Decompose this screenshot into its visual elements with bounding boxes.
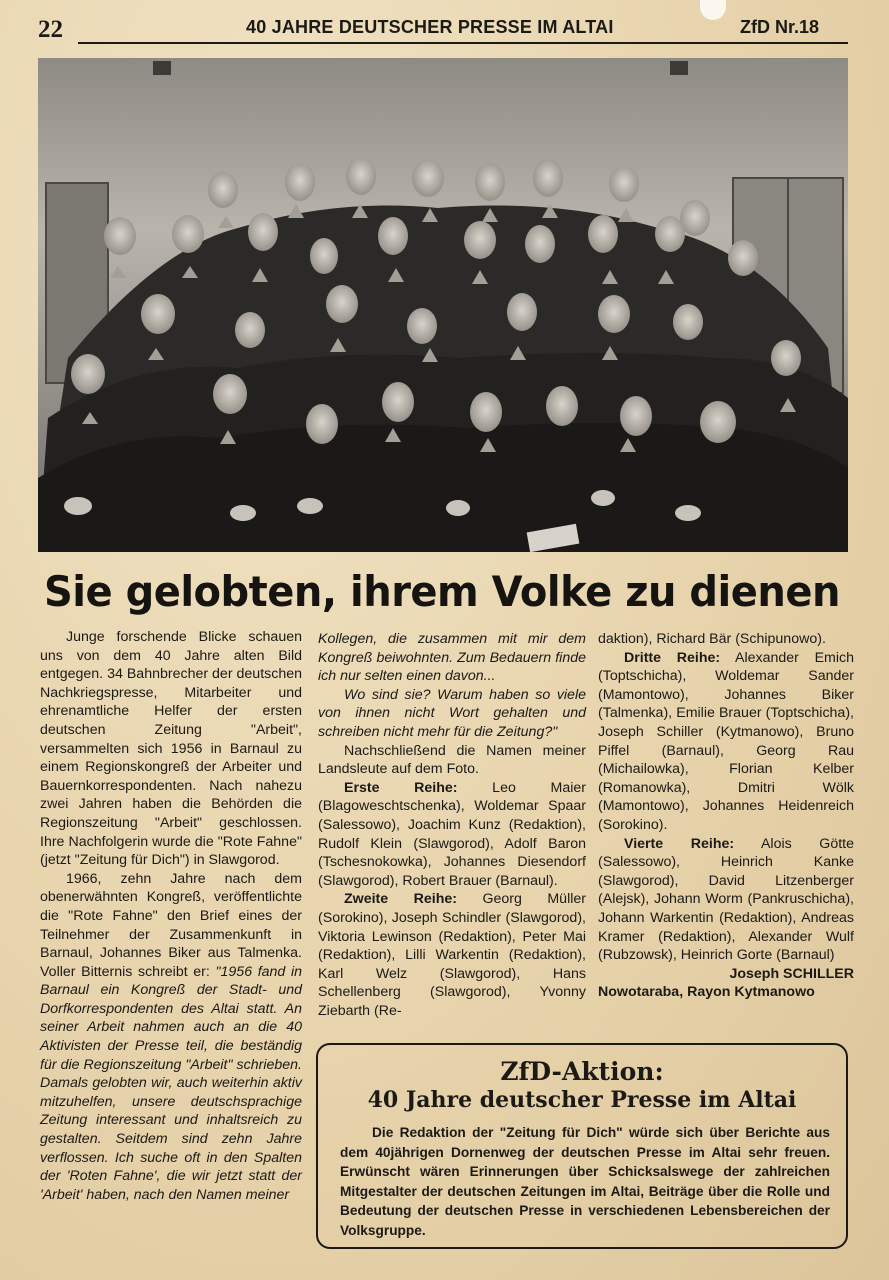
article-column-2 bbox=[318, 630, 586, 1020]
paragraph-intro: Junge forschende Blicke schauen uns von dem 40 Jahre alten Bild entgegen. 34 Bahnbrecher der deutschen Nachkriegspresse, Mitarbeiter und ehrenamtliche Helfer der ersten deutschen Zeitung "Arbeit", versammelten sich 1956 in Barnaul zu einem Regionskongreß der Arbeiter und Bauernkorrespondenten. Nach nahezu zwei Jahren haben die Behörden die Regionszeitung "Arbeit" geschlossen. Ihre Nachfolgerin wurde die "Rote Fahne" (jetzt "Zeitung für Dich") in Slawgorod. bbox=[40, 629, 302, 869]
running-header-title: 40 JAHRE DEUTSCHER PRESSE IM ALTAI bbox=[246, 17, 614, 37]
row-1-label: Erste Reihe: bbox=[344, 779, 458, 796]
row-2-names bbox=[318, 890, 586, 1020]
letter-quote: "1956 fand in Barnaul ein Kongreß der Stadt- und Dorfkorrespondenten des Altai statt. An seiner Arbeit nahmen auch an die 40 Aktivisten der Presse teil, die beständig für die Regionszeitung "Arbeit" schrieben. Damals gelobten wir, auch weiterhin aktiv mitzuhelfen, unsere deutschsprachige Zeitung interessant und inhaltsreich zu gestalten. Seitdem sind zehn Jahre verflossen. Ich suche oft in den Spalten der 'Roten Fahne', die wir jetzt statt der 'Arbeit' haben, nach den Namen meiner bbox=[40, 963, 302, 1203]
author-name: Joseph SCHILLER bbox=[729, 965, 854, 982]
zfd-action-box bbox=[316, 1043, 848, 1249]
row-3-names bbox=[598, 649, 854, 835]
action-box-subtitle: 40 Jahre deutscher Presse im Altai bbox=[367, 1087, 797, 1113]
author-place: Nowotaraba, Rayon Kytmanowo bbox=[598, 984, 815, 1001]
article-column-3 bbox=[598, 630, 854, 1002]
row-1-list: Leo Maier (Blagoweschtschenka), Woldemar Spaar (Salessowo), Joachim Kunz (Redaktion), Rudolf Klein (Slawgorod), Adolf Baron (Tschesnokowka), Johannes Diesendorf (Slawgorod), Robert Brauer (Barnaul). bbox=[318, 779, 586, 889]
letter-lead-text: 1966, zehn Jahre nach dem obenerwähnten Kongreß, veröffentlichte die "Rote Fahne" den Brief eines der Teilnehmer der Zusammenkunft in Barnaul, Johannes Biker aus Talmenka. Voller Bitternis schreibt er: bbox=[40, 870, 302, 980]
letter-quote-question: Wo sind sie? Warum haben so viele von ihnen nicht Wort gehalten und schreiben nicht mehr für die Zeitung?" bbox=[318, 686, 586, 740]
row-1-names bbox=[318, 779, 586, 891]
row-2-continued: daktion), Richard Bär (Schipunowo). bbox=[598, 631, 826, 647]
paragraph-letter bbox=[40, 870, 302, 1205]
group-photo bbox=[38, 58, 848, 552]
row-4-label: Vierte Reihe: bbox=[624, 835, 735, 852]
action-box-title: ZfD-Aktion: bbox=[500, 1057, 664, 1086]
article-column-1 bbox=[40, 628, 302, 1204]
header-rule bbox=[78, 42, 848, 44]
action-box-body: Die Redaktion der "Zeitung für Dich" würde sich über Berichte aus dem 40jährigen Dornenweg der deutschen Presse im Altai sehr freuen. Erwünscht wären Erinnerungen über Schicksalswege der zahlreichen Mitgestalter der deutschen Zeitungen im Altai, Beiträge über die Rolle und Bedeutung der deutschen Presse in verschiedenen Lebensbereichen der Volksgruppe. bbox=[340, 1125, 830, 1238]
article-headline: Sie gelobten, ihrem Volke zu dienen bbox=[44, 568, 840, 617]
row-2-label: Zweite Reihe: bbox=[344, 891, 457, 908]
row-3-label: Dritte Reihe: bbox=[624, 649, 721, 666]
punch-hole bbox=[700, 0, 726, 20]
row-2-list: Georg Müller (Sorokino), Joseph Schindler (Slawgorod), Viktoria Lewinson (Redaktion), Peter Mai (Redaktion), Lilli Warkentin (Redaktion), Karl Welz (Slawgorod), Hans Schellenberg (Slawgorod), Yvonny Ziebarth (Re- bbox=[318, 891, 586, 1019]
row-4-list: Alois Götte (Salessowo), Heinrich Kanke (Slawgorod), David Litzenberger (Alejsk), Johann Worm (Pankruschicha), Johann Warkentin (Redaktion), Andreas Kramer (Redaktion), Alexander Wulf (Rubzowsk), Heinrich Gorte (Barnaul) bbox=[598, 835, 854, 964]
page-number: 22 bbox=[38, 16, 63, 43]
issue-number: ZfD Nr.18 bbox=[740, 17, 820, 37]
names-intro: Nachschließend die Namen meiner Landsleute auf dem Foto. bbox=[318, 742, 586, 778]
letter-quote-continued: Kollegen, die zusammen mit mir dem Kongreß beiwohnten. Zum Bedauern finde ich nur selten einen davon... bbox=[318, 631, 586, 685]
row-3-list: Alexander Emich (Toptschicha), Woldemar Sander (Mamontowo), Johannes Biker (Talmenka), Emilie Brauer (Toptschicha), Joseph Schiller (Kytmanowo), Bruno Piffel (Barnaul), Georg Rau (Michailowka), Florian Kelber (Romanowka), Dmitri Wölk (Mamontowo), Johannes Heidenreich (Sorokino). bbox=[598, 649, 855, 833]
row-4-names bbox=[598, 835, 854, 965]
group-photo-image bbox=[38, 58, 848, 552]
